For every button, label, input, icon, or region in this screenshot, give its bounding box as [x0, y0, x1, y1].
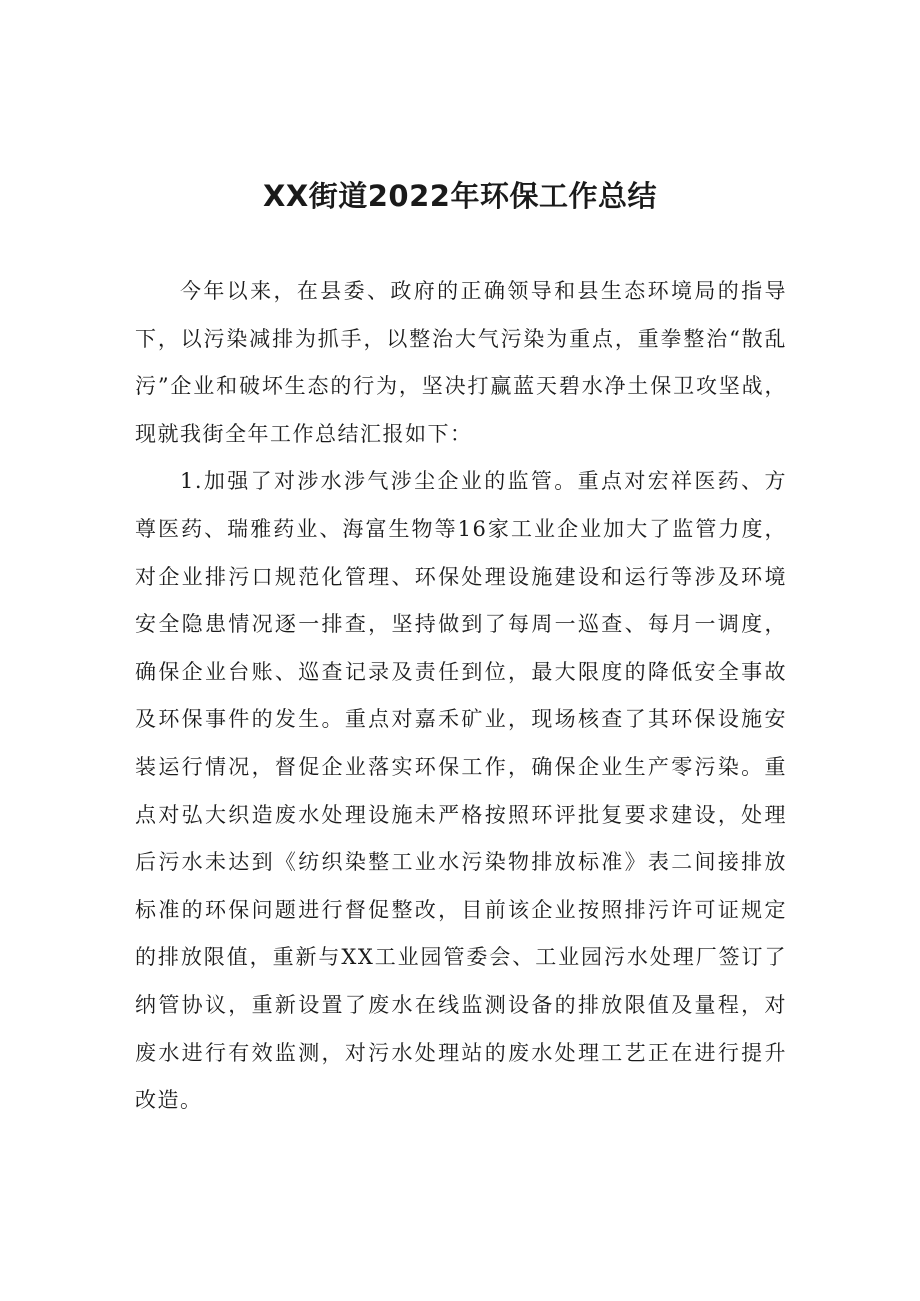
paragraph-intro: 今年以来，在县委、政府的正确领导和县生态环境局的指导下，以污染减排为抓手，以整治大气污染为重点，重拳整治“散乱污”企业和破坏生态的行为，坚决打赢蓝天碧水净土保卫攻坚战，现就我街全年工作总结汇报如下：	[135, 279, 787, 446]
paragraph-item-1: 1.加强了对涉水涉气涉尘企业的监管。重点对宏祥医药、方尊医药、瑞雅药业、海富生物等16家工业企业加大了监管力度，对企业排污口规范化管理、环保处理设施建设和运行等涉及环境安全隐患情况逐一排查，坚持做到了每周一巡查、每月一调度，确保企业台账、巡查记录及责任到位，最大限度的降低安全事故及环保事件的发生。重点对嘉禾矿业，现场核查了其环保设施安装运行情况，督促企业落实环保工作，确保企业生产零污染。重点对弘大织造废水处理设施未严格按照环评批复要求建设，处理后污水未达到《纺织染整工业水污染物排放标准》表二间接排放标准的环保问题进行督促整改，目前该企业按照排污许可证规定的排放限值，重新与XX工业园管委会、工业园污水处理厂签订了纳管协议，重新设置了废水在线监测设备的排放限值及量程，对废水进行有效监测，对污水处理站的废水处理工艺正在进行提升改造。	[135, 469, 787, 1113]
document-title: XX街道2022年环保工作总结	[263, 179, 657, 213]
document-body	[135, 268, 787, 1125]
